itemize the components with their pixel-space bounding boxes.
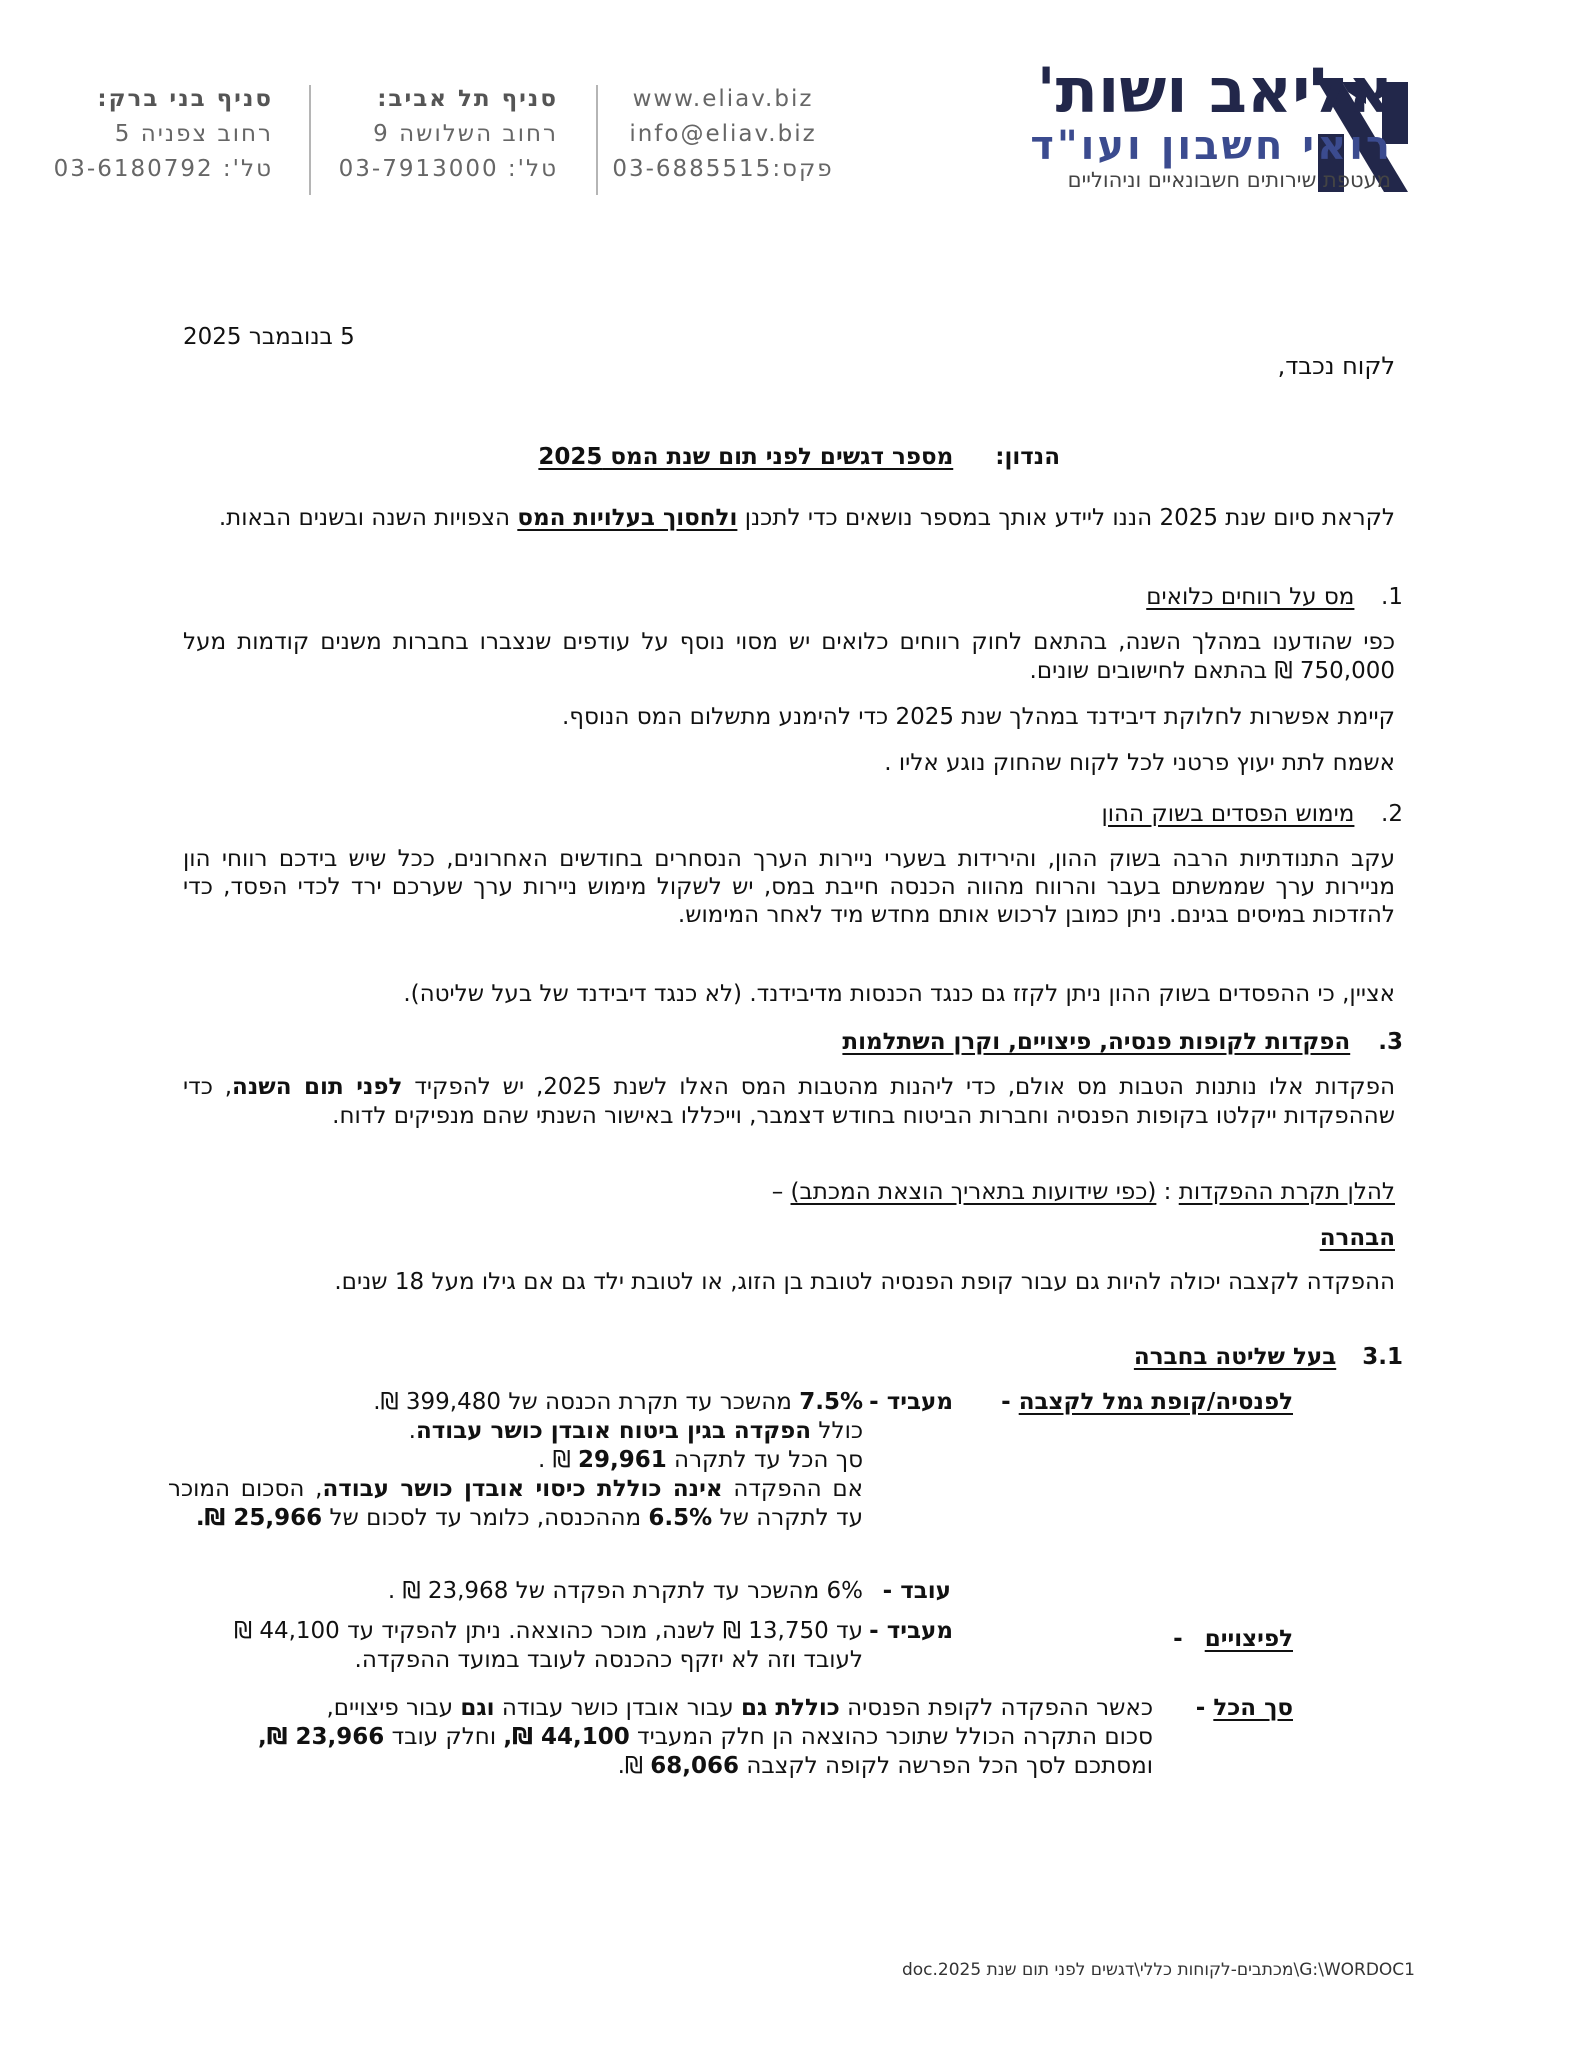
pension-employee-label: עובד - [882, 1578, 951, 1604]
pension-employer-label: מעביד - [869, 1389, 953, 1415]
subject-line [538, 443, 1060, 472]
section-2-title: מימוש הפסדים בשוק ההון [1101, 801, 1355, 827]
bnei-brak-phone: טל': 03-6180792 [53, 156, 273, 182]
section-3-paragraph: הפקדות אלו נותנות הטבות מס אולם, כדי ליהנות מהטבות המס האלו לשנת 2025, יש להפקיד לפני תום השנה, כדי שההפקדות ייקלטו בקופות הפנסיה וחברות הביטוח בחודש דצמבר, וייכללו באישור השנתי שהם מנפיקים לדוח. [183, 1074, 1395, 1129]
website-link[interactable]: www.eliav.biz [632, 86, 814, 112]
severance-text: עד 13,750 ₪ לשנה, מוכר כהוצאה. ניתן להפקיד עד 44,100 ₪ [233, 1618, 863, 1644]
summary-line: כאשר ההפקדה לקופת הפנסיה כוללת גם עבור אובדן כושר עבודה וגם עבור פיצויים, [326, 1695, 1153, 1721]
severance-text: לעובד וזה לא יזקף כהכנסה לעובד במועד ההפקדה. [354, 1647, 863, 1673]
pension-total: סך הכל עד לתקרה 29,961 ₪ . [537, 1447, 863, 1473]
section-1-paragraph: אשמח לתת יעוץ פרטני לכל לקוח שהחוק נוגע אליו . [884, 750, 1395, 776]
section-3-heading [842, 1028, 1403, 1057]
subject-label: הנדון: [995, 444, 1060, 470]
tel-aviv-branch-title: סניף תל אביב: [377, 86, 558, 112]
tel-aviv-address: רחוב השלושה 9 [373, 121, 558, 147]
pension-employer-text: 7.5% מהשכר עד תקרת הכנסה של 399,480 ₪. [373, 1389, 863, 1415]
section-2-paragraph: עקב התנודתיות הרבה בשוק ההון, והירידות בשערי ניירות הערך הנסחרים בחודשים האחרונים, ככל שיש בידכם רווחי הון מניירות ערך שממשתם בעבר והרווח מהווה הכנסה חייבת במס, יש לשקול מימוש ניירות ערך שערכם ירד לכדי הפסד, כדי להזדכות במיסים בגינם. ניתן כמובן לרכוש אותם מחדש מיד לאחר המימוש. [183, 846, 1395, 928]
logo-tagline: מעטפת שירותים חשבונאיים וניהוליים [1067, 168, 1391, 192]
summary-line: סכום התקרה הכולל שתוכר כהוצאה הן חלק המעביד 44,100 ₪, וחלק עובד 23,966 ₪, [257, 1724, 1153, 1750]
pension-exclusion: אם ההפקדה אינה כוללת כיסוי אובדן כושר עבודה, הסכום המוכר עד לתקרה של 6.5% מההכנסה, כלומר עד לסכום של 25,966 ₪. [168, 1476, 864, 1531]
ceiling-intro: להלן תקרת ההפקדות : (כפי שידועות בתאריך הוצאת המכתב) – [771, 1179, 1395, 1205]
email-link[interactable]: info@eliav.biz [629, 121, 817, 147]
section-3-number: 3. [1378, 1029, 1403, 1055]
bnei-brak-branch-title: סניף בני ברק: [97, 86, 273, 112]
salutation: לקוח נכבד, [1277, 352, 1395, 380]
severance-label: לפיצויים - [1173, 1626, 1293, 1652]
intro-paragraph: לקראת סיום שנת 2025 הננו ליידע אותך במספר נושאים כדי לתכנן ולחסוך בעלויות המס הצפויות השנה ובשנים הבאות. [218, 505, 1395, 531]
subsection-3-1-title: בעל שליטה בחברה [1133, 1344, 1337, 1370]
header-divider [596, 85, 598, 195]
fax-number: פקס:03-6885515 [612, 156, 834, 182]
section-1-title: מס על רווחים כלואים [1146, 584, 1355, 610]
clarification-title: הבהרה [1319, 1225, 1395, 1251]
pension-includes: כולל הפקדה בגין ביטוח אובדן כושר עבודה. [408, 1418, 863, 1444]
letter-date: 5 בנובמבר 2025 [183, 324, 355, 350]
section-1-heading [1146, 583, 1403, 612]
header-divider [309, 85, 311, 195]
section-1-paragraph: קיימת אפשרות לחלוקת דיבידנד במהלך שנת 2025 כדי להימנע מתשלום המס הנוסף. [561, 704, 1395, 730]
pension-label: לפנסיה/קופת גמל לקצבה - [1001, 1389, 1293, 1415]
logo-title: אליאב ושות' [1036, 54, 1393, 127]
bnei-brak-address: רחוב צפניה 5 [114, 121, 273, 147]
summary-line: ומסתכם לסך הכל הפרשה לקופה לקצבה 68,066 ₪. [617, 1753, 1153, 1779]
section-2-heading [1102, 800, 1404, 829]
logo-subtitle: רואי חשבון ועו"ד [1030, 123, 1393, 169]
tel-aviv-branch [328, 82, 558, 187]
section-1-paragraph: כפי שהודענו במהלך השנה, בהתאם לחוק רווחים כלואים יש מסוי נוסף על עודפים שנצברו בחברות משנים קודמות מעל 750,000 ₪ בהתאם לחישובים שונים. [183, 629, 1395, 684]
contact-column [603, 82, 843, 187]
section-3-title: הפקדות לקופות פנסיה, פיצויים, וקרן השתלמות [842, 1029, 1351, 1055]
pension-employee-text: 6% מהשכר עד לתקרת הפקדה של 23,968 ₪ . [387, 1578, 863, 1604]
tel-aviv-phone: טל': 03-7913000 [338, 156, 558, 182]
subject-title: מספר דגשים לפני תום שנת המס 2025 [538, 444, 954, 470]
section-2-paragraph: אציין, כי ההפסדים בשוק ההון ניתן לקזז גם כנגד הכנסות מדיבידנד. (לא כנגד דיבידנד של בעל שליטה). [403, 981, 1395, 1007]
summary-label: סך הכל - [1195, 1695, 1293, 1721]
clarification-text: ההפקדה לקצבה יכולה להיות גם עבור קופת הפנסיה לטובת בן הזוג, או לטובת ילד גם אם גילו מעל 18 שנים. [334, 1269, 1395, 1295]
bnei-brak-branch [43, 82, 273, 187]
subsection-3-1-heading [1134, 1343, 1403, 1372]
section-2-number: 2. [1381, 801, 1403, 827]
severance-employer-label: מעביד - [869, 1618, 953, 1644]
subsection-3-1-number: 3.1 [1362, 1344, 1403, 1370]
file-path-footer: G:\WORDOC1\מכתבים-לקוחות כללי\דגשים לפני תום שנת 2025.doc [901, 1960, 1415, 1980]
section-1-number: 1. [1381, 584, 1403, 610]
